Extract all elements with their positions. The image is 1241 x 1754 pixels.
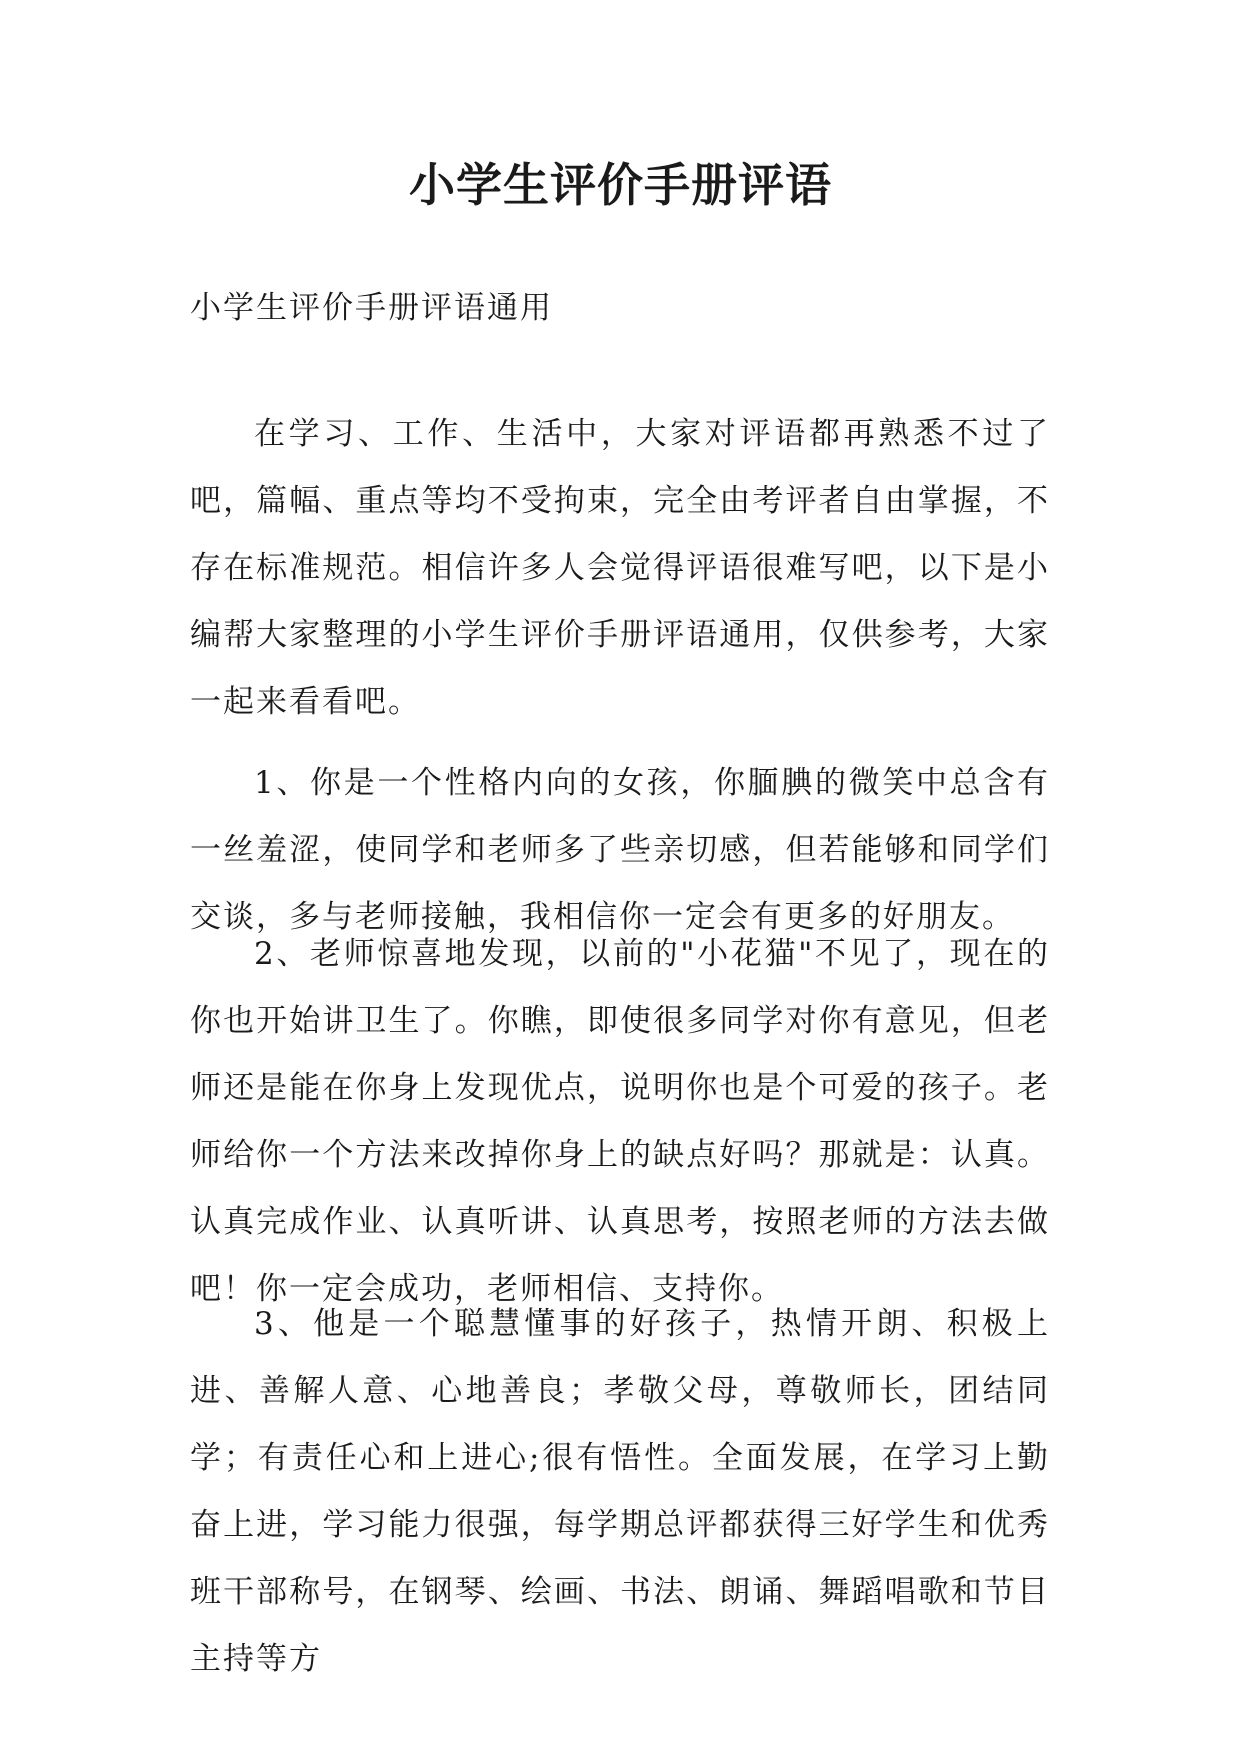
document-subtitle: 小学生评价手册评语通用 [190,290,553,326]
intro-paragraph: 在学习、工作、生活中，大家对评语都再熟悉不过了吧，篇幅、重点等均不受拘束，完全由考评者自由掌握，不存在标准规范。相信许多人会觉得评语很难写吧，以下是小编帮大家整理的小学生评价手册评语通用，仅供参考，大家一起来看看吧。 [190,416,1050,720]
comment-paragraph-2: 2、老师惊喜地发现，以前的"小花猫"不见了，现在的你也开始讲卫生了。你瞧，即使很多同学对你有意见，但老师还是能在你身上发现优点，说明你也是个可爱的孩子。老师给你一个方法来改掉你身上的缺点好吗？那就是：认真。认真完成作业、认真听讲、认真思考，按照老师的方法去做吧！你一定会成功，老师相信、支持你。 [190,936,1050,1307]
comment-paragraph-1: 1、你是一个性格内向的女孩，你腼腆的微笑中总含有一丝羞涩，使同学和老师多了些亲切感，但若能够和同学们交谈，多与老师接触，我相信你一定会有更多的好朋友。 [190,765,1050,935]
document-title: 小学生评价手册评语 [409,158,832,212]
comment-paragraph-3: 3、他是一个聪慧懂事的好孩子，热情开朗、积极上进、善解人意、心地善良；孝敬父母，尊敬师长，团结同学；有责任心和上进心;很有悟性。全面发展，在学习上勤奋上进，学习能力很强，每学期总评都获得三好学生和优秀班干部称号，在钢琴、绘画、书法、朗诵、舞蹈唱歌和节目主持等方 [190,1306,1050,1677]
